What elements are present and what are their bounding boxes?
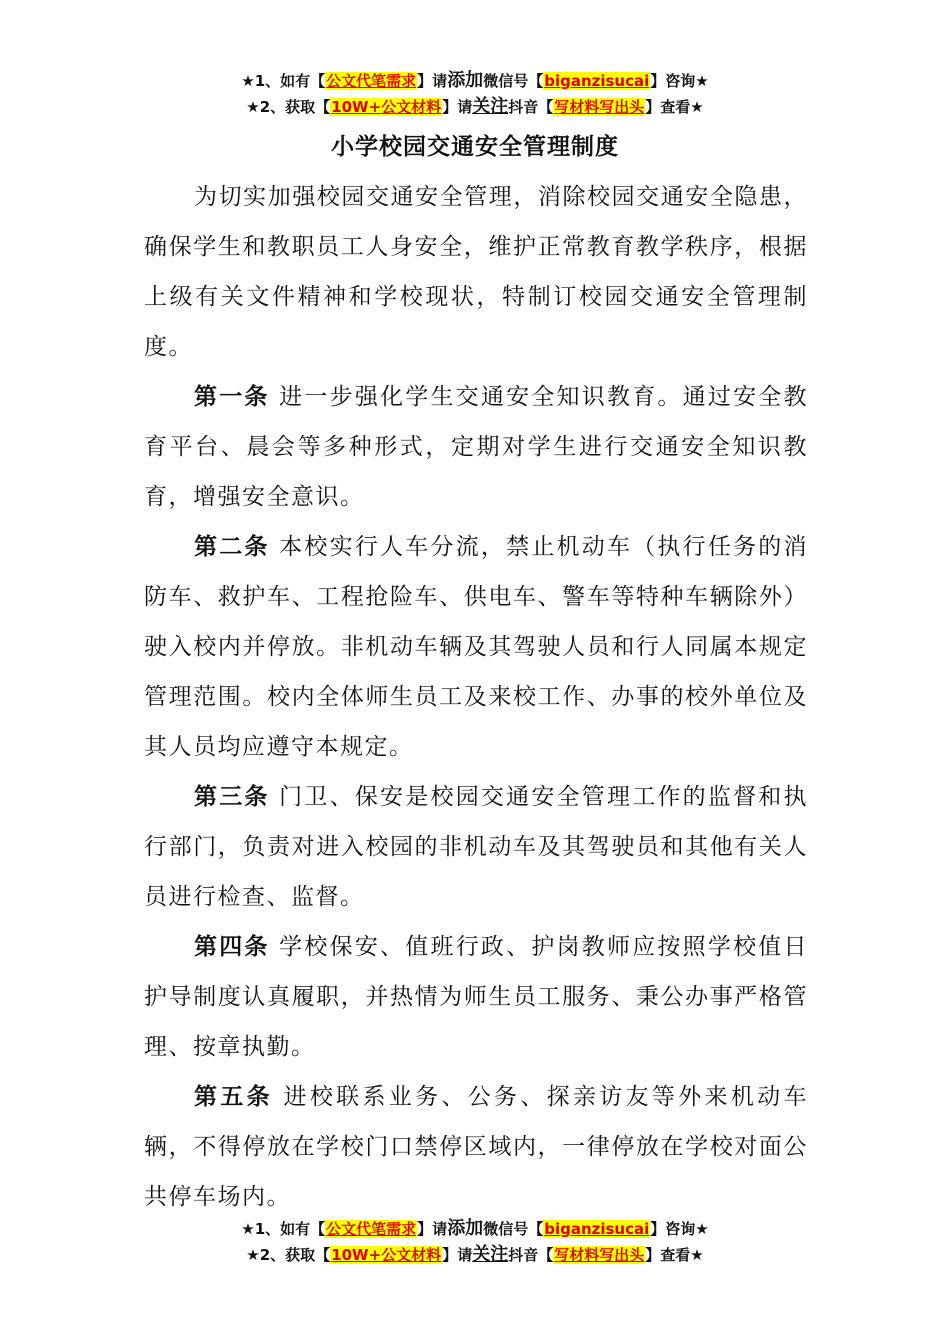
promo-text: ★2、获取【 xyxy=(246,1246,331,1264)
promo-line-1 xyxy=(0,1216,950,1242)
promo-text: 关注 xyxy=(472,96,509,117)
promo-text: ★1、如有【 xyxy=(241,1220,326,1238)
promo-text: 微信号【 xyxy=(483,1220,544,1238)
promo-text: ★2、获取【 xyxy=(246,98,331,116)
promo-text: 】咨询★ xyxy=(650,1220,709,1238)
article-label: 第四条 xyxy=(194,934,270,960)
document-title: 小学校园交通安全管理制度 xyxy=(331,134,619,160)
promo-text: ★1、如有【 xyxy=(241,72,326,90)
article-text: 本校实行人车分流，禁止机动车（执行任务的消防车、救护车、工程抢险车、供电车、警车等特种车辆除外）驶入校内并停放。非机动车辆及其驾驶人员和行人同属本规定管理范围。校内全体师生员工及来校工作、办事的校外单位及其人员均应遵守本规定。 xyxy=(144,534,809,760)
article-text: 进校联系业务、公务、探亲访友等外来机动车辆，不得停放在学校门口禁停区域内，一律停放在学校对面公共停车场内。 xyxy=(144,1084,808,1210)
promo-text: 】查看★ xyxy=(645,98,704,116)
article-label: 第五条 xyxy=(194,1084,273,1110)
promo-text: 】咨询★ xyxy=(650,72,709,90)
promo-highlight[interactable]: 公文代笔需求 xyxy=(326,1220,417,1238)
promo-text: 】请 xyxy=(417,1220,448,1238)
article-text: 进一步强化学生交通安全知识教育。通过安全教育平台、晨会等多种形式，定期对学生进行交通安全知识教育，增强安全意识。 xyxy=(144,384,809,510)
promo-text: 抖音【 xyxy=(508,1246,554,1264)
article-label: 第三条 xyxy=(194,784,270,810)
document-body xyxy=(144,172,808,1222)
promo-text: 】请 xyxy=(442,98,473,116)
promo-highlight[interactable]: 10W+公文材料 xyxy=(331,98,442,116)
article-4 xyxy=(144,922,808,1072)
promo-text: 】请 xyxy=(417,72,448,90)
article-text: 学校保安、值班行政、护岗教师应按照学校值日护导制度认真履职，并热情为师生员工服务、秉公办事严格管理、按章执勤。 xyxy=(144,934,809,1060)
article-label: 第二条 xyxy=(194,534,270,560)
promo-highlight[interactable]: 写材料写出头 xyxy=(554,1246,645,1264)
promo-line-2 xyxy=(0,94,950,120)
promo-banner-bottom xyxy=(0,1216,950,1268)
article-1 xyxy=(144,372,808,522)
promo-highlight[interactable]: biganzisucai xyxy=(544,72,650,90)
promo-text: 添加 xyxy=(447,1218,484,1239)
promo-text: 】请 xyxy=(442,1246,473,1264)
promo-highlight[interactable]: biganzisucai xyxy=(544,1220,650,1238)
promo-text: 】查看★ xyxy=(645,1246,704,1264)
article-label: 第一条 xyxy=(194,384,270,410)
promo-highlight[interactable]: 10W+公文材料 xyxy=(331,1246,442,1264)
promo-text: 关注 xyxy=(472,1244,509,1265)
promo-text: 微信号【 xyxy=(483,72,544,90)
promo-highlight[interactable]: 写材料写出头 xyxy=(554,98,645,116)
article-2 xyxy=(144,522,808,772)
article-5 xyxy=(144,1072,808,1222)
article-text: 门卫、保安是校园交通安全管理工作的监督和执行部门，负责对进入校园的非机动车及其驾驶员和其他有关人员进行检查、监督。 xyxy=(144,784,809,910)
intro-paragraph: 为切实加强校园交通安全管理，消除校园交通安全隐患，确保学生和教职员工人身安全，维护正常教育教学秩序，根据上级有关文件精神和学校现状，特制订校园交通安全管理制度。 xyxy=(144,184,808,360)
promo-text: 抖音【 xyxy=(508,98,554,116)
promo-banner-top xyxy=(0,68,950,120)
promo-highlight[interactable]: 公文代笔需求 xyxy=(326,72,417,90)
promo-line-2 xyxy=(0,1242,950,1268)
article-3 xyxy=(144,772,808,922)
promo-line-1 xyxy=(0,68,950,94)
promo-text: 添加 xyxy=(447,70,484,91)
